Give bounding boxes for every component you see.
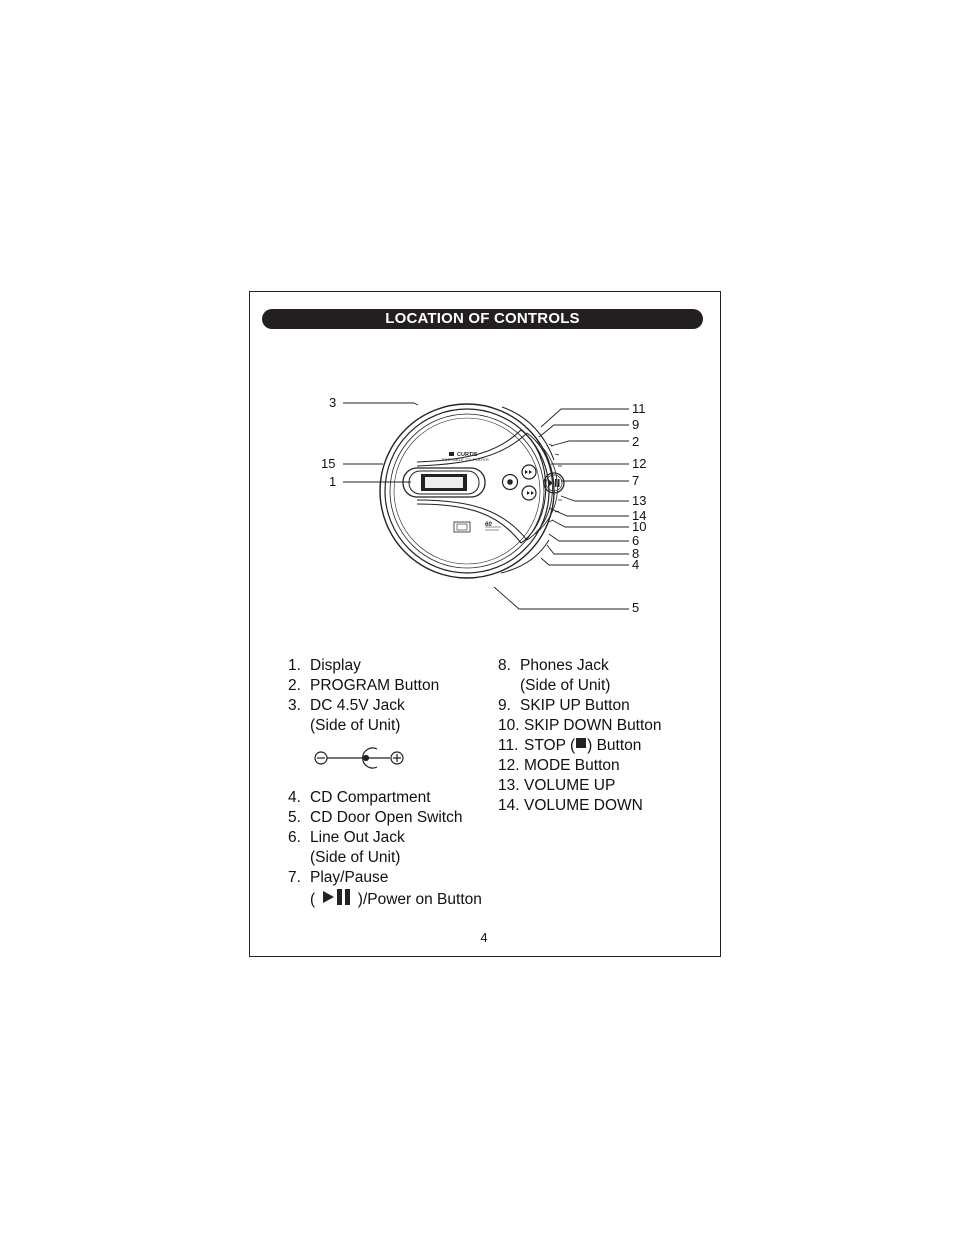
list-item: 4. CD Compartment [288,789,431,806]
list-item: 10. SKIP DOWN Button [498,717,662,734]
anti-shock-label: 60 [485,522,492,528]
list-item: 14. VOLUME DOWN [498,797,643,814]
list-item-continuation: ( )/Power on Button [288,888,488,910]
callout-1: 1 [329,474,337,489]
callout-2: 2 [632,434,640,449]
list-item-continuation: (Side of Unit) [310,717,401,734]
callout-13: 13 [632,493,647,508]
brand-subtitle: PORTABLE CD PLAYER [442,458,490,462]
list-item: 5. CD Door Open Switch [288,809,463,826]
callout-7: 7 [632,473,640,488]
controls-list-left [288,656,488,910]
list-item: 13. VOLUME UP [498,777,616,794]
list-item: 12. MODE Button [498,757,620,774]
list-item: 3. DC 4.5V Jack [288,697,405,714]
section-title: LOCATION OF CONTROLS [262,309,703,329]
callout-9: 9 [632,417,640,432]
list-item: 1. Display [288,657,361,674]
controls-list-right [498,656,698,816]
callout-5: 5 [632,600,640,615]
dc-jack-polarity-icon [310,744,410,772]
callout-8: 8 [632,546,640,561]
list-item: 6. Line Out Jack [288,829,405,846]
stop-square-icon [575,736,587,750]
callout-14: 14 [632,508,647,523]
callout-15: 15 [321,456,336,471]
callout-11: 11 [632,401,646,416]
play-pause-icon [319,888,353,906]
callout-3: 3 [329,395,337,410]
list-item-continuation: (Side of Unit) [310,849,401,866]
list-item: 11. STOP ( ) Button [498,737,642,754]
callout-4: 4 [632,557,640,572]
callout-10: 10 [632,519,647,534]
list-item: 2. PROGRAM Button [288,677,440,694]
callout-6: 6 [632,533,640,548]
list-item: 9. SKIP UP Button [498,697,630,714]
list-item: 7. Play/Pause [288,869,389,886]
callout-12: 12 [632,456,647,471]
list-item: 8. Phones Jack [498,657,609,674]
cd-player-diagram [249,380,669,625]
brand-name: CURTIS [457,452,478,458]
page-number: 4 [480,930,488,945]
list-item-continuation: (Side of Unit) [520,677,611,694]
